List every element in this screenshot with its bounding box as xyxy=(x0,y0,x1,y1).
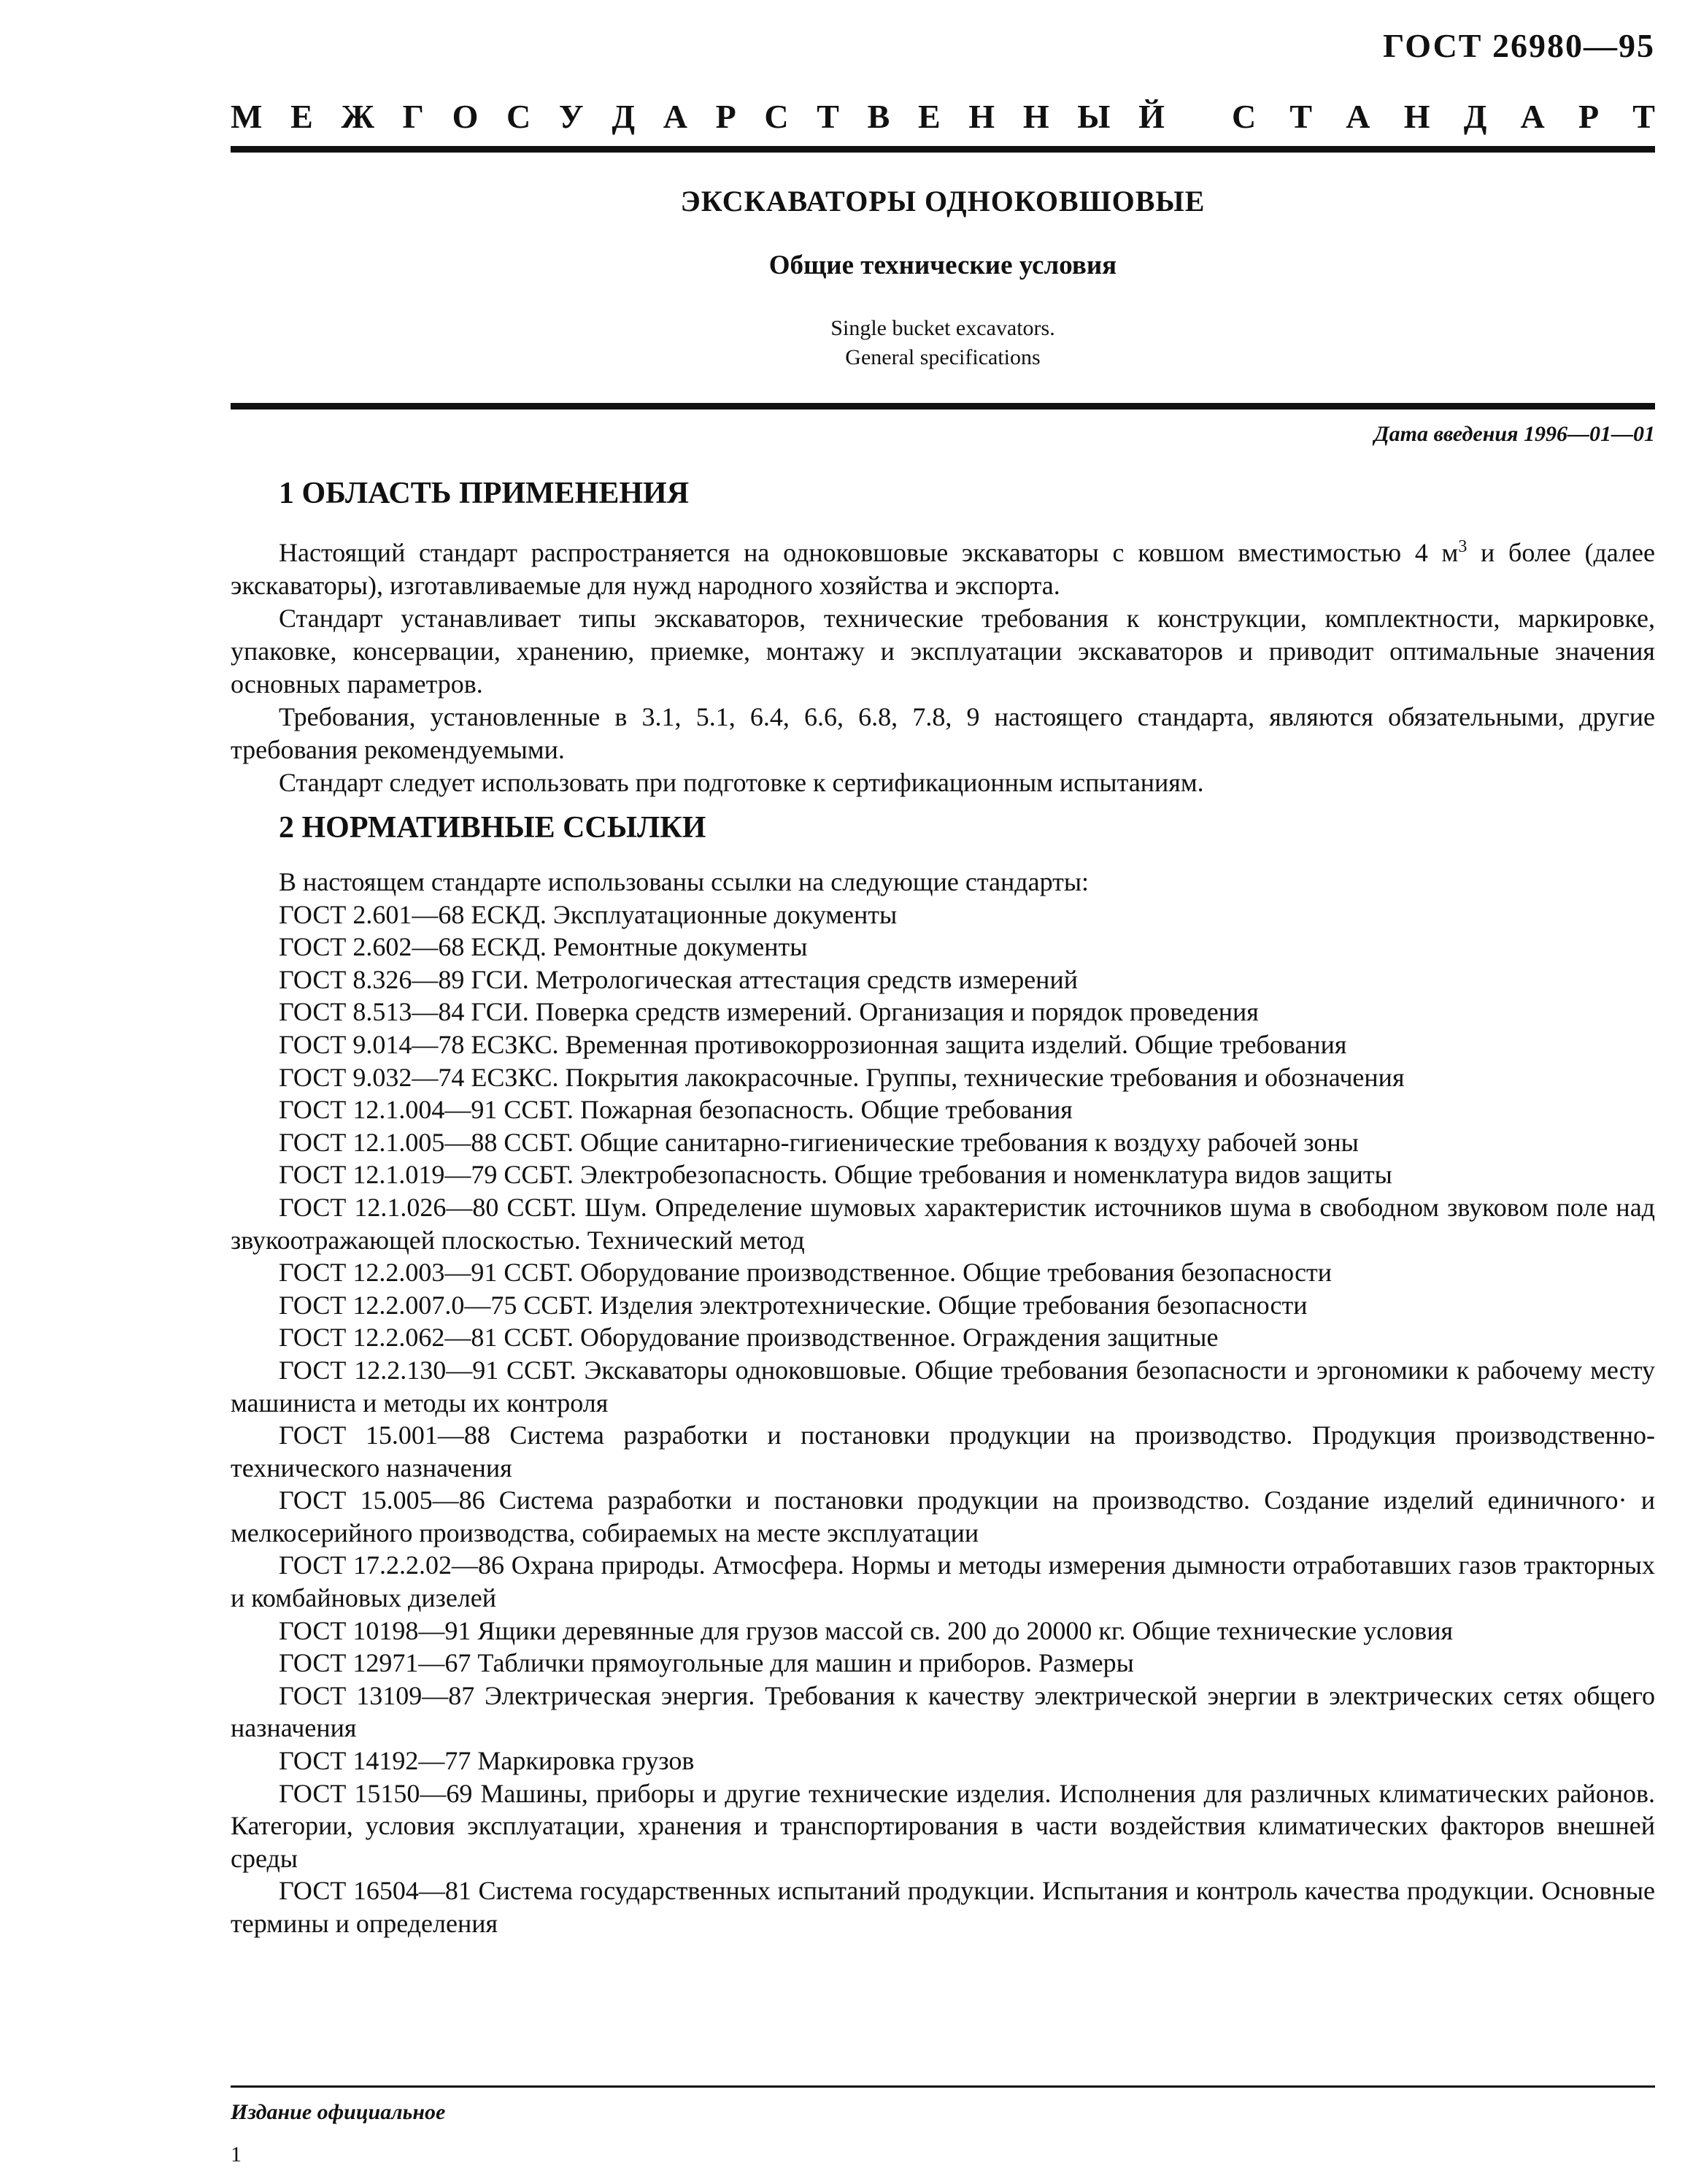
banner-letter: О xyxy=(452,97,479,135)
document-subtitle: Общие технические условия xyxy=(768,250,1117,280)
footer-rule xyxy=(231,2085,1655,2088)
references-intro: В настоящем стандарте использованы ссылки на следующие стандарты: xyxy=(279,867,1090,896)
banner-letter: В xyxy=(867,97,890,135)
banner-word-interstate xyxy=(231,97,1165,136)
reference-item: ГОСТ 12.2.007.0—75 ССБТ. Изделия электротехнические. Общие требования безопасности xyxy=(279,1290,1308,1320)
reference-item: ГОСТ 12.1.004—91 ССБТ. Пожарная безопасность. Общие требования xyxy=(279,1095,1073,1125)
reference-item: ГОСТ 12.1.005—88 ССБТ. Общие санитарно-гигиенические требования к воздуху рабочей зоны xyxy=(279,1127,1359,1157)
banner-letter: Н xyxy=(1403,97,1430,135)
banner-letter: А xyxy=(663,97,687,135)
page-number: 1 xyxy=(231,2142,242,2166)
english-title xyxy=(231,314,1655,372)
english-title-line-2: General specifications xyxy=(845,345,1041,369)
reference-item: ГОСТ 12.2.062—81 ССБТ. Оборудование производственное. Ограждения защитные xyxy=(279,1323,1219,1353)
interstate-standard-banner xyxy=(231,91,1655,142)
section-1-heading: 1 ОБЛАСТЬ ПРИМЕНЕНИЯ xyxy=(279,477,690,510)
banner-letter: А xyxy=(1346,97,1370,135)
normative-references-list xyxy=(231,899,1655,1940)
reference-item: ГОСТ 12.2.130—91 ССБТ. Экскаваторы одноковшовые. Общие требования безопасности и эргономики к рабочему месту машиниста и методы их контроля xyxy=(231,1355,1655,1418)
official-edition-label: Издание официальное xyxy=(231,2100,446,2124)
banner-letter: Р xyxy=(1578,97,1600,135)
banner-letter: М xyxy=(231,97,263,135)
banner-letter: С xyxy=(506,97,531,135)
reference-item: ГОСТ 14192—77 Маркировка грузов xyxy=(279,1746,695,1776)
section-1-paragraph: Стандарт следует использовать при подготовке к сертификационным испытаниям. xyxy=(279,768,1204,797)
banner-letter: Н xyxy=(968,97,995,135)
reference-item: ГОСТ 12971—67 Таблички прямоугольные для машин и приборов. Размеры xyxy=(279,1648,1134,1678)
reference-item: ГОСТ 15.005—86 Система разработки и постановки продукции на производство. Создание изделий единичного· и мелкосерийного производства, собираемых на месте эксплуатации xyxy=(231,1485,1655,1547)
banner-letter: Д xyxy=(612,97,636,135)
banner-letter: Р xyxy=(715,97,736,135)
banner-letter: С xyxy=(764,97,789,135)
section-2-body xyxy=(231,866,1655,1940)
section-1-paragraph: Требования, установленные в 3.1, 5.1, 6.4, 6.6, 6.8, 7.8, 9 настоящего стандарта, являются обязательными, другие требования рекомендуемыми. xyxy=(231,702,1655,764)
banner-letter: А xyxy=(1520,97,1545,135)
reference-item: ГОСТ 2.602—68 ЕСКД. Ремонтные документы xyxy=(279,932,808,962)
section-1-body xyxy=(231,531,1655,799)
banner-letter: Д xyxy=(1463,97,1487,135)
document-number: ГОСТ 26980—95 xyxy=(1383,27,1655,64)
section-2-heading: 2 НОРМАТИВНЫЕ ССЫЛКИ xyxy=(279,811,706,845)
section-1-paragraph: Стандарт устанавливает типы экскаваторов, технические требования к конструкции, комплектности, маркировке, упаковке, консервации, хранению, приемке, монтажу и эксплуатации экскаваторов и приводит оптимальные значения основных параметров. xyxy=(231,604,1655,699)
banner-letter: Т xyxy=(1632,97,1655,135)
reference-item: ГОСТ 9.032—74 ЕСЗКС. Покрытия лакокрасочные. Группы, технические требования и обозначения xyxy=(279,1062,1405,1092)
reference-item: ГОСТ 8.326—89 ГСИ. Метрологическая аттестация средств измерений xyxy=(279,964,1078,994)
reference-item: ГОСТ 10198—91 Ящики деревянные для грузов массой св. 200 до 20000 кг. Общие технические условия xyxy=(279,1615,1454,1645)
reference-item: ГОСТ 12.1.019—79 ССБТ. Электробезопасность. Общие требования и номенклатура видов защиты xyxy=(279,1160,1392,1190)
banner-letter: Ы xyxy=(1077,97,1111,135)
banner-letter: У xyxy=(558,97,584,135)
banner-letter: Т xyxy=(817,97,839,135)
title-bottom-rule xyxy=(231,403,1655,410)
reference-item: ГОСТ 2.601—68 ЕСКД. Эксплуатационные документы xyxy=(279,899,898,929)
introduction-date: Дата введения 1996—01—01 xyxy=(1374,422,1655,446)
banner-letter: Н xyxy=(1022,97,1049,135)
english-title-line-1: Single bucket excavators. xyxy=(830,316,1055,340)
banner-letter: С xyxy=(1232,97,1257,135)
banner-letter: Е xyxy=(918,97,941,135)
reference-item: ГОСТ 12.2.003—91 ССБТ. Оборудование производственное. Общие требования безопасности xyxy=(279,1258,1333,1288)
reference-item: ГОСТ 15.001—88 Система разработки и постановки продукции на производство. Продукция производственно-технического назначения xyxy=(231,1420,1655,1483)
reference-item: ГОСТ 8.513—84 ГСИ. Поверка средств измерений. Организация и порядок проведения xyxy=(279,997,1259,1027)
reference-item: ГОСТ 15150—69 Машины, приборы и другие технические изделия. Исполнения для различных климатических районов. Категории, условия эксплуатации, хранения и транспортирования в части воздействия климатических факторов внешней среды xyxy=(231,1778,1655,1873)
reference-item: ГОСТ 16504—81 Система государственных испытаний продукции. Испытания и контроль качества продукции. Основные термины и определения xyxy=(231,1876,1655,1938)
banner-letter: Й xyxy=(1138,97,1165,135)
document-title: ЭКСКАВАТОРЫ ОДНОКОВШОВЫЕ xyxy=(680,185,1206,218)
document-page xyxy=(231,0,1655,2184)
section-1-paragraph: Настоящий стандарт распространяется на одноковшовые экскаваторы с ковшом вместимостью 4 $м^3$ и более (далее экскаваторы), изготавливаемые для нужд народного хозяйства и экспорта. xyxy=(231,537,1655,600)
reference-item: ГОСТ 12.1.026—80 ССБТ. Шум. Определение шумовых характеристик источников шума в свободном звуковом поле над звукоотражающей плоскостью. Технический метод xyxy=(231,1192,1655,1255)
banner-letter: Т xyxy=(1289,97,1313,135)
header-top-rule xyxy=(231,146,1655,153)
banner-letter: Г xyxy=(402,97,424,135)
reference-item: ГОСТ 13109—87 Электрическая энергия. Требования к качеству электрической энергии в электрических сетях общего назначения xyxy=(231,1680,1655,1743)
reference-item: ГОСТ 9.014—78 ЕСЗКС. Временная противокоррозионная защита изделий. Общие требования xyxy=(279,1029,1347,1059)
banner-letter: Ж xyxy=(341,97,374,135)
banner-word-standard xyxy=(1232,97,1655,136)
reference-item: ГОСТ 17.2.2.02—86 Охрана природы. Атмосфера. Нормы и методы измерения дымности отработавших газов тракторных и комбайновых дизелей xyxy=(231,1550,1655,1613)
banner-letter: Е xyxy=(290,97,313,135)
